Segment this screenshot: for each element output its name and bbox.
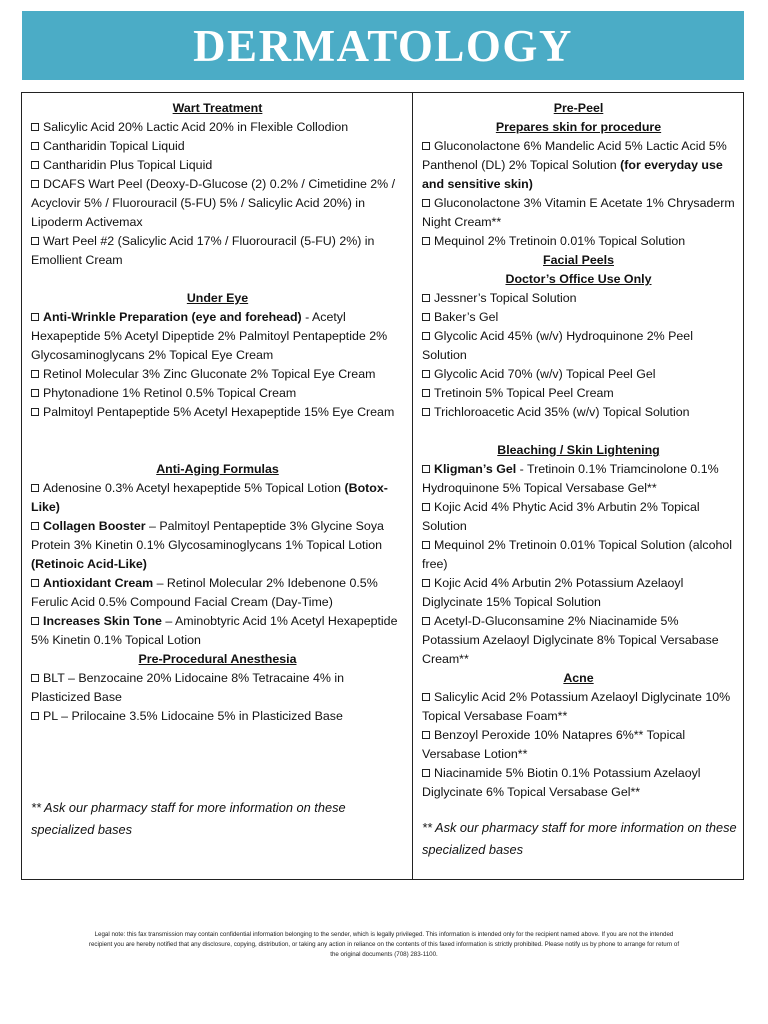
list-item: Salicylic Acid 2% Potassium Azelaoyl Diglycinate 10% Topical Versabase Foam** — [422, 690, 731, 723]
checkbox-icon — [31, 674, 39, 682]
checkbox-icon — [31, 617, 39, 625]
checkbox-icon — [31, 579, 39, 587]
list-item: Benzoyl Peroxide 10% Natapres 6%** Topical Versabase Lotion** — [422, 728, 686, 761]
section-title-anti-aging: Anti-Aging Formulas — [156, 462, 279, 476]
list-item: Glycolic Acid 45% (w/v) Hydroquinone 2% Peel Solution — [422, 329, 693, 362]
pharmacy-note: ** Ask our pharmacy staff for more information on these specialized bases — [422, 820, 737, 857]
section-title-acne: Acne — [563, 671, 594, 685]
checkbox-icon — [422, 199, 430, 207]
checkbox-icon — [422, 237, 430, 245]
checkbox-icon — [422, 769, 430, 777]
legal-disclaimer: Legal note: this fax transmission may contain confidential information belonging to the sender, which is legally privileged. This information is intended only for the recipient named above. If you are not the intended recipient you are hereby notified that any disclosure, copying, distribution, or taking any action in reliance on the contents of this faxed information is strictly prohibited. Please notify us by phone to arrange for return of the original documents (708) 283-1100. — [88, 931, 680, 958]
list-item: Glycolic Acid 70% (w/v) Topical Peel Gel — [422, 365, 735, 384]
checkbox-icon — [422, 503, 430, 511]
checkbox-icon — [422, 408, 430, 416]
list-item: Mequinol 2% Tretinoin 0.01% Topical Solution — [422, 232, 735, 251]
pharmacy-note: ** Ask our pharmacy staff for more information on these specialized bases — [31, 800, 346, 837]
section-subtitle-facial-peels: Doctor’s Office Use Only — [505, 272, 652, 286]
checkbox-icon — [31, 180, 39, 188]
checkbox-icon — [422, 617, 430, 625]
list-item: Salicylic Acid 20% Lactic Acid 20% in Flexible Collodion — [31, 118, 404, 137]
checkbox-icon — [31, 237, 39, 245]
list-item: Collagen Booster – Palmitoyl Pentapeptide 3% Glycine Soya Protein 3% Kinetin 0.1% Glycosaminoglycans 1% Topical Lotion (Retinoic Acid-Like) — [31, 519, 384, 571]
list-item: Wart Peel #2 (Salicylic Acid 17% / Fluorouracil (5-FU) 2%) in Emollient Cream — [31, 234, 375, 267]
checkbox-icon — [422, 389, 430, 397]
checkbox-icon — [31, 142, 39, 150]
checkbox-icon — [31, 313, 39, 321]
checkbox-icon — [31, 370, 39, 378]
section-title-under-eye: Under Eye — [186, 291, 249, 305]
list-item: Adenosine 0.3% Acetyl hexapeptide 5% Topical Lotion (Botox-Like) — [31, 481, 388, 514]
section-title-bleaching: Bleaching / Skin Lightening — [497, 443, 660, 457]
list-item: BLT – Benzocaine 20% Lidocaine 8% Tetracaine 4% in Plasticized Base — [31, 671, 345, 704]
list-item: DCAFS Wart Peel (Deoxy-D-Glucose (2) 0.2% / Cimetidine 2% / Acyclovir 5% / Fluorouracil (5-FU) 5% / Salicylic Acid 20%) in Lipoderm Activemax — [31, 177, 396, 229]
list-item: Baker’s Gel — [422, 308, 735, 327]
section-title-wart-treatment: Wart Treatment — [172, 101, 263, 115]
checkbox-icon — [422, 332, 430, 340]
checkbox-icon — [422, 541, 430, 549]
page-title: DERMATOLOGY — [193, 20, 573, 71]
list-item: Acetyl-D-Gluconsamine 2% Niacinamide 5% Potassium Azelaoyl Diglycinate 8% Topical Versabase Cream** — [422, 614, 719, 666]
checkbox-icon — [31, 522, 39, 530]
list-item: Cantharidin Plus Topical Liquid — [31, 156, 404, 175]
checkbox-icon — [422, 731, 430, 739]
list-item: Kligman’s Gel - Tretinoin 0.1% Triamcinolone 0.1% Hydroquinone 5% Topical Versabase Gel** — [422, 462, 719, 495]
list-item: Niacinamide 5% Biotin 0.1% Potassium Azelaoyl Diglycinate 6% Topical Versabase Gel** — [422, 766, 701, 799]
checkbox-icon — [422, 579, 430, 587]
list-item: Kojic Acid 4% Arbutin 2% Potassium Azelaoyl Diglycinate 15% Topical Solution — [422, 576, 684, 609]
list-item: Trichloroacetic Acid 35% (w/v) Topical Solution — [422, 403, 735, 422]
checkbox-icon — [31, 389, 39, 397]
checkbox-icon — [422, 142, 430, 150]
checkbox-icon — [422, 294, 430, 302]
checkbox-icon — [422, 465, 430, 473]
left-column — [22, 93, 413, 879]
list-item: Phytonadione 1% Retinol 0.5% Topical Cream — [31, 384, 404, 403]
list-item: Retinol Molecular 3% Zinc Gluconate 2% Topical Eye Cream — [31, 365, 404, 384]
list-item: Gluconolactone 6% Mandelic Acid 5% Lactic Acid 5% Panthenol (DL) 2% Topical Solution (for everyday use and sensitive skin) — [422, 139, 727, 191]
list-item: PL – Prilocaine 3.5% Lidocaine 5% in Plasticized Base — [31, 707, 404, 726]
title-banner — [22, 11, 744, 80]
checkbox-icon — [31, 161, 39, 169]
checkbox-icon — [31, 712, 39, 720]
checkbox-icon — [422, 313, 430, 321]
section-title-anesthesia: Pre-Procedural Anesthesia — [138, 652, 297, 666]
section-title-pre-peel: Pre-Peel — [553, 101, 604, 115]
checkbox-icon — [31, 123, 39, 131]
list-item: Cantharidin Topical Liquid — [31, 137, 404, 156]
list-item: Increases Skin Tone – Aminobtyric Acid 1% Acetyl Hexapeptide 5% Kinetin 0.1% Topical Lotion — [31, 614, 398, 647]
section-title-facial-peels: Facial Peels — [543, 253, 614, 267]
list-item: Kojic Acid 4% Phytic Acid 3% Arbutin 2% Topical Solution — [422, 500, 700, 533]
list-item: Anti-Wrinkle Preparation (eye and forehead) - Acetyl Hexapeptide 5% Acetyl Dipeptide 2% Palmitoyl Pentapeptide 2% Glycosaminoglycans 2% Topical Eye Cream — [31, 310, 388, 362]
checkbox-icon — [31, 408, 39, 416]
checkbox-icon — [422, 370, 430, 378]
checkbox-icon — [31, 484, 39, 492]
list-item: Palmitoyl Pentapeptide 5% Acetyl Hexapeptide 15% Eye Cream — [31, 403, 404, 422]
list-item: Jessner’s Topical Solution — [422, 289, 735, 308]
section-subtitle-pre-peel: Prepares skin for procedure — [495, 120, 662, 134]
list-item: Mequinol 2% Tretinoin 0.01% Topical Solution (alcohol free) — [422, 538, 733, 571]
checkbox-icon — [422, 693, 430, 701]
list-item: Tretinoin 5% Topical Peel Cream — [422, 384, 735, 403]
formulary-table — [21, 92, 744, 880]
right-column — [413, 93, 743, 879]
list-item: Antioxidant Cream – Retinol Molecular 2% Idebenone 0.5% Ferulic Acid 0.5% Compound Facial Cream (Day-Time) — [31, 576, 378, 609]
list-item: Gluconolactone 3% Vitamin E Acetate 1% Chrysaderm Night Cream** — [422, 196, 735, 229]
